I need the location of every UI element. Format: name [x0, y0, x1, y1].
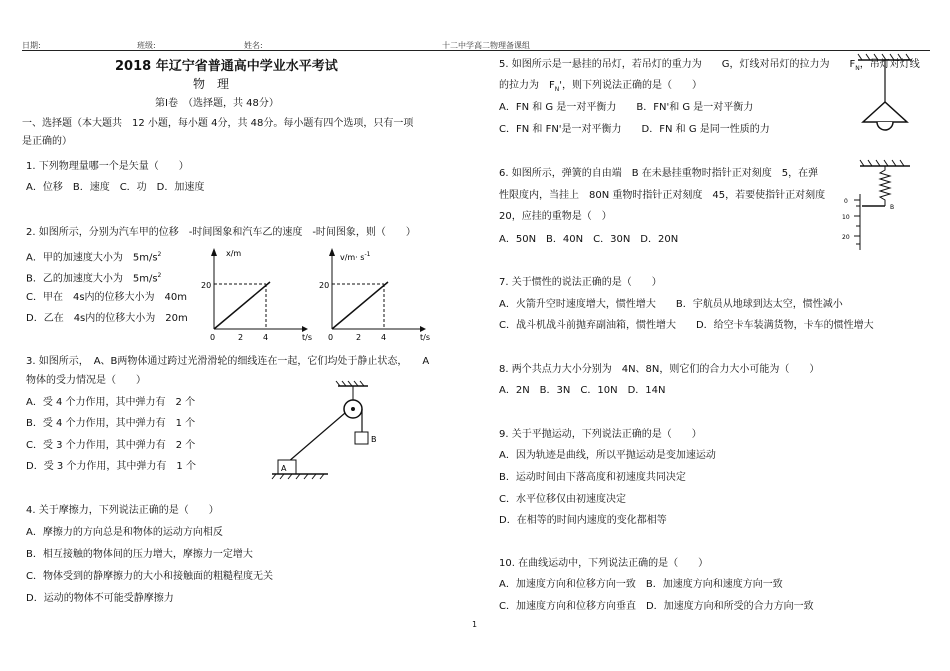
graph2-xtick-2: 2 [356, 333, 362, 342]
q4-option-d: D．运动的物体不可能受静摩擦力 [26, 593, 174, 604]
string-to-a [288, 413, 345, 462]
q2-option-d: D．乙在 4s内的位移大小为 20m [26, 313, 188, 324]
q8-options: A．2N B．3N C．10N D．14N [499, 385, 666, 396]
spring-coil [880, 166, 890, 206]
q10-options-cd: C．加速度方向和位移方向垂直 D．加速度方向和所受的合力方向一致 [499, 601, 814, 612]
graph2-ylabel: $v/m\cdot s^{-1}$ [340, 251, 371, 262]
q10-options-ab: A．加速度方向和位移方向一致 B．加速度方向和速度方向一致 [499, 579, 783, 590]
pulley-diagram [270, 380, 400, 480]
q3-stem-2: 物体的受力情况是（ ） [26, 375, 146, 386]
q4-option-b: B．相互接触的物体间的压力增大，摩擦力一定增大 [26, 549, 253, 560]
q7-options-cd: C．战斗机战斗前抛弃副油箱，惯性增大 D．给空卡车装满货物，卡车的惯性增大 [499, 320, 874, 331]
section-heading: 第Ⅰ卷 （选择题，共 48分） [155, 98, 279, 109]
q5-options-ab: A．FN 和 G 是一对平衡力 B．FN'和 G 是一对平衡力 [499, 102, 754, 113]
q1-options: A．位移 B．速度 C．功 D．加速度 [26, 182, 205, 193]
q5-options-cd: C．FN 和 FN'是一对平衡力 D．FN 和 G 是同一性质的力 [499, 124, 770, 135]
graph1-x-arrow [302, 326, 308, 332]
graph2-xlabel: t/s [420, 333, 430, 342]
graph-velocity-time [318, 244, 438, 344]
q9-option-a: A．因为轨迹是曲线，所以平抛运动是变加速运动 [499, 450, 716, 461]
graph1-y-arrow [211, 248, 217, 256]
q6-line-1: 6. 如图所示，弹簧的自由端 B 在未悬挂重物时指针正对刻度 5，在弹 [499, 168, 819, 179]
scale-tick-20: 20 [842, 234, 850, 241]
graph2-y-arrow [329, 248, 335, 256]
instructions-line-2: 是正确的） [22, 136, 72, 147]
header-org: 十二中学高二物理备课组 [442, 41, 530, 50]
q5-line-1: 5. 如图所示是一悬挂的吊灯，若吊灯的重力为 G，灯线对吊灯的拉力为 $F_N$，吊灯对灯线 [499, 59, 920, 72]
graph2-xtick-0: 0 [328, 333, 334, 342]
lamp-bulb [877, 122, 893, 130]
q2-option-a: A．甲的加速度大小为 $5m/s^2$ [26, 251, 162, 264]
graph1-xlabel: t/s [302, 333, 312, 342]
scale-tick-10: 10 [842, 214, 850, 221]
label-a: A [281, 464, 287, 473]
lamp-shade [863, 102, 907, 122]
instructions-line-1: 一、选择题（本大题共 12 小题，每小题 4分，共 48分。每小题有四个选项，只有一项 [22, 118, 414, 129]
page-number: 1 [472, 620, 478, 629]
class-label: 班级: [137, 41, 156, 50]
label-b: B [371, 435, 377, 444]
date-label: 日期: [22, 41, 41, 50]
q9-option-c: C．水平位移仅由初速度决定 [499, 494, 626, 505]
q8-stem: 8. 两个共点力大小分别为 4N、8N，则它们的合力大小可能为（ ） [499, 364, 820, 375]
graph1-line [214, 282, 270, 329]
graph1-xtick-2: 2 [238, 333, 244, 342]
scale-tick-0: 0 [844, 198, 848, 205]
hanging-lamp-diagram [850, 52, 925, 147]
q1-stem: 1. 下列物理量哪一个是矢量（ ） [26, 161, 189, 172]
q10-stem: 10. 在曲线运动中，下列说法正确的是（ ） [499, 558, 709, 569]
q6-line-3: 20，应挂的重物是（ ） [499, 211, 612, 222]
block-b [355, 432, 368, 444]
q6-options: A．50N B．40N C．30N D．20N [499, 234, 679, 245]
q3-stem: 3. 如图所示， A、B两物体通过跨过光滑滑轮的细线连在一起，它们均处于静止状态， A [26, 356, 430, 367]
header-rule [22, 50, 930, 51]
q2-stem: 2. 如图所示，分别为汽车甲的位移 -时间图象和汽车乙的速度 -时间图象，则（ ） [26, 227, 416, 238]
q3-option-c: C．受 3 个力作用，其中弹力有 2 个 [26, 440, 196, 451]
q4-option-c: C．物体受到的静摩擦力的大小和接触面的粗糙程度无关 [26, 571, 273, 582]
spring-label-b: B [890, 204, 895, 211]
q2-option-b: B．乙的加速度大小为 $5m/s^2$ [26, 272, 162, 285]
graph2-x-arrow [420, 326, 426, 332]
spring-scale-diagram [840, 158, 920, 253]
q9-stem: 9. 关于平抛运动，下列说法正确的是（ ） [499, 429, 702, 440]
q5-line-2: 的拉力为 $F_N'$，则下列说法正确的是（ ） [499, 80, 703, 93]
q3-option-d: D．受 3 个力作用，其中弹力有 1 个 [26, 461, 196, 472]
q4-stem: 4. 关于摩擦力，下列说法正确的是（ ） [26, 505, 219, 516]
q3-option-b: B．受 4 个力作用，其中弹力有 1 个 [26, 418, 196, 429]
exam-title: 2018 年辽宁省普通高中学业水平考试 [115, 59, 338, 74]
graph2-xtick-4: 4 [381, 333, 387, 342]
q3-option-a: A．受 4 个力作用，其中弹力有 2 个 [26, 397, 196, 408]
name-label: 姓名: [244, 41, 263, 50]
exam-subject: 物 理 [193, 77, 230, 91]
q7-stem: 7. 关于惯性的说法正确的是（ ） [499, 277, 662, 288]
q2-option-c: C．甲在 4s内的位移大小为 40m [26, 292, 188, 303]
q9-option-d: D．在相等的时间内速度的变化都相等 [499, 515, 667, 526]
graph1-ylabel: x/m [226, 249, 242, 258]
q7-options-ab: A．火箭升空时速度增大，惯性增大 B．宇航员从地球到达太空，惯性减小 [499, 299, 843, 310]
graph1-xtick-0: 0 [210, 333, 216, 342]
graph-displacement-time [200, 244, 320, 344]
q6-line-2: 性限度内，当挂上 80N 重物时指针正对刻度 45，若要使指针正对刻度 [499, 190, 826, 201]
graph1-xtick-4: 4 [263, 333, 269, 342]
graph2-ytick: 20 [319, 281, 330, 290]
graph2-line [332, 282, 388, 329]
q9-option-b: B．运动时间由下落高度和初速度共同决定 [499, 472, 686, 483]
q4-option-a: A．摩擦力的方向总是和物体的运动方向相反 [26, 527, 223, 538]
graph1-ytick: 20 [201, 281, 212, 290]
